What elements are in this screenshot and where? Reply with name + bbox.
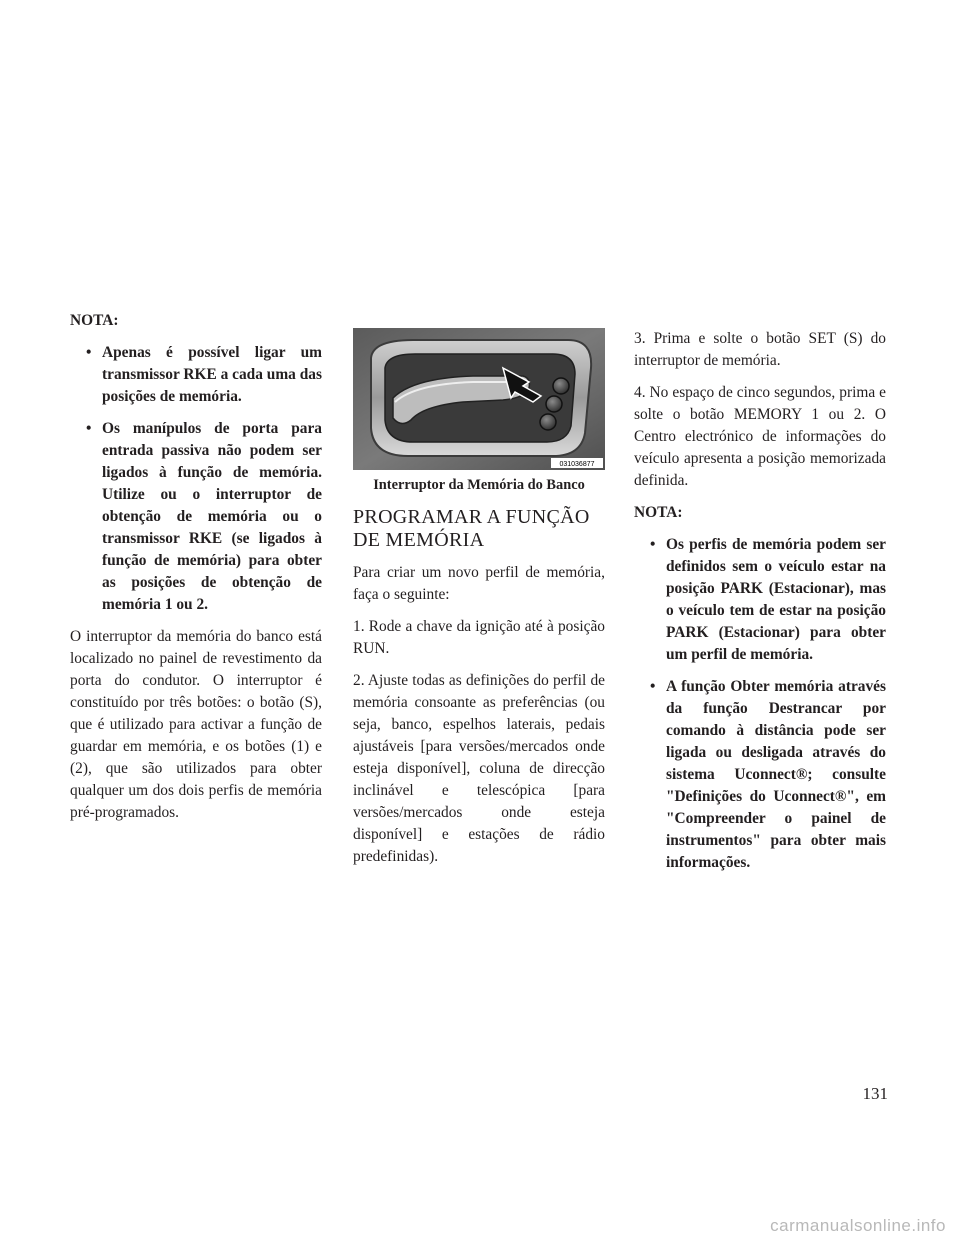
column-left	[70, 310, 322, 834]
figure-code: 031036877	[559, 461, 595, 468]
step-1: 1. Rode a chave da ignição até à posição RUN.	[353, 618, 605, 657]
seat-memory-switch-figure	[353, 328, 605, 470]
bullet-item: • Os perfis de memória podem ser definidos sem o veículo estar na posição PARK (Estacionar), mas o veículo tem de estar na posição PARK (Estacionar) para obter um perfil de memória.	[650, 536, 886, 663]
column-middle	[353, 328, 605, 878]
column-right	[634, 328, 886, 884]
bullet-item: • A função Obter memória através da função Destrancar por comando à distância pode ser ligada ou desligada através do sistema Uconnect®; consulte "Definições do Uconnect®", em "Compreender o painel de instrumentos" para obter mais informações.	[650, 678, 886, 871]
door-handle-illustration	[353, 328, 605, 470]
note-label: NOTA:	[70, 312, 119, 329]
body-paragraph: O interruptor da memória do banco está localizado no painel de revestimento da porta do condutor. O interruptor é constituído por três botões: o botão (S), que é utilizado para activar a função de guardar em memória, e os botões (1) e (2), que são utilizados para obter qualquer um dos dois perfis de memória pré-programados.	[70, 628, 322, 821]
note-label: NOTA:	[634, 504, 683, 521]
section-heading: PROGRAMAR A FUNÇÃO DE MEMÓRIA	[353, 506, 590, 551]
watermark: carmanualsonline.info	[770, 1216, 946, 1235]
step-4: 4. No espaço de cinco segundos, prima e solte o botão MEMORY 1 ou 2. O Centro electrónico de informações do veículo apresenta a posição memorizada definida.	[634, 384, 886, 489]
figure-caption: Interruptor da Memória do Banco	[373, 477, 585, 493]
note-bullets	[634, 534, 886, 874]
bullet-item: • Os manípulos de porta para entrada passiva não podem ser ligados à função de memória. Utilize ou o interruptor de obtenção de memória ou o transmissor RKE (se ligados à função de memória) para obter as posições de obtenção de memória 1 ou 2.	[86, 420, 322, 613]
bullet-item: • Apenas é possível ligar um transmissor RKE a cada uma das posições de memória.	[86, 344, 322, 405]
step-3: 3. Prima e solte o botão SET (S) do interruptor de memória.	[634, 330, 886, 369]
page-number: 131	[862, 1084, 888, 1103]
note-bullets	[70, 342, 322, 616]
step-2: 2. Ajuste todas as definições do perfil de memória consoante as preferências (ou seja, banco, espelhos laterais, pedais ajustáveis [para versões/mercados onde esteja disponível], coluna de direcção inclinável e telescópica [para versões/mercados onde esteja disponível] e estações de rádio predefinidas).	[353, 672, 605, 865]
intro-paragraph: Para criar um novo perfil de memória, faça o seguinte:	[353, 564, 605, 603]
